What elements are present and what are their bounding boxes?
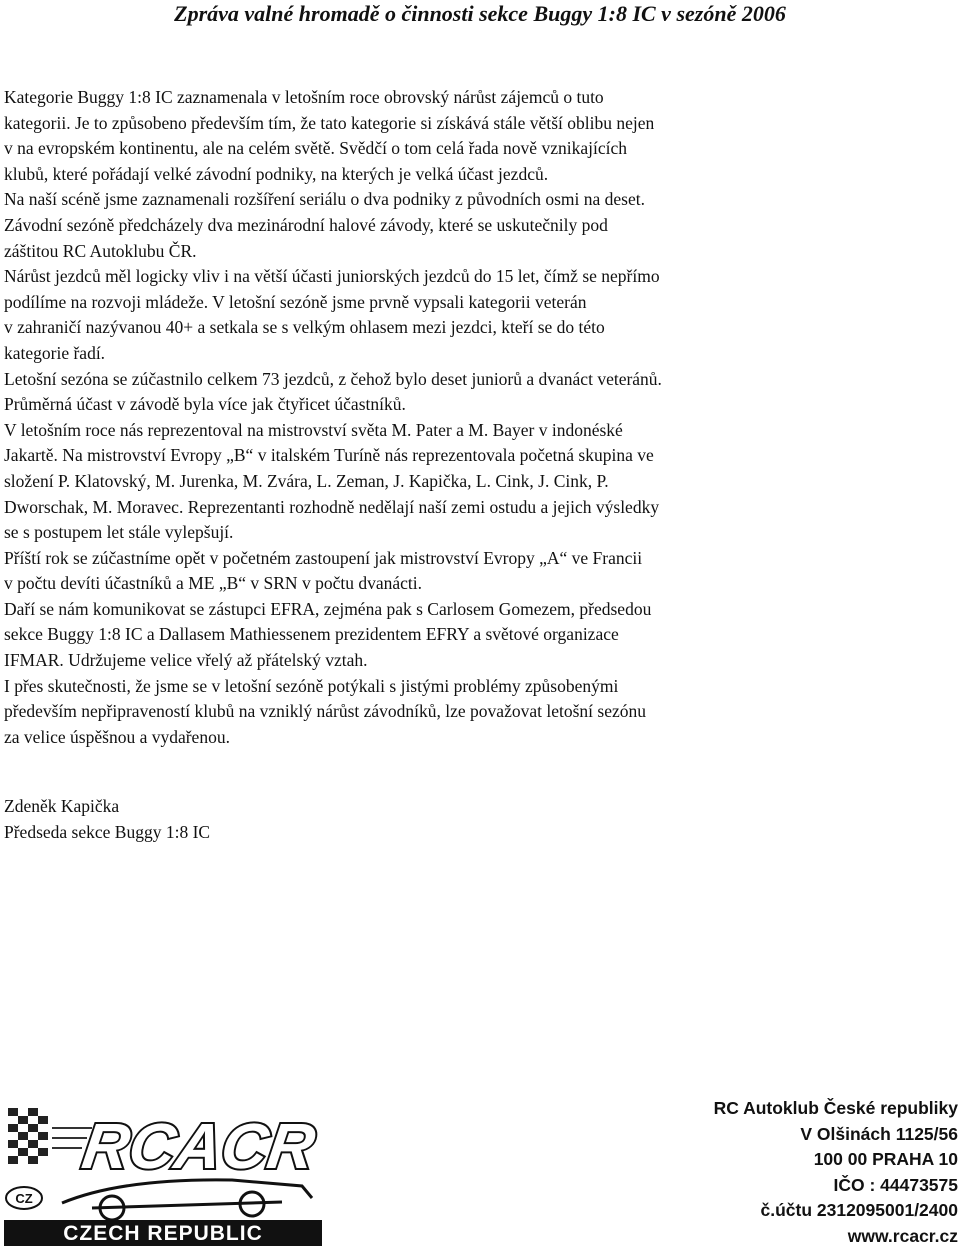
body-line: V letošním roce nás reprezentoval na mistrovství světa M. Pater a M. Bayer v indonéské [4, 419, 623, 440]
org-name: RC Autoklub České republiky [713, 1098, 958, 1118]
body-line: záštitou RC Autoklubu ČR. [4, 240, 197, 261]
body-line: Daří se nám komunikovat se zástupci EFRA, zejména pak s Carlosem Gomezem, předsedou [4, 598, 652, 619]
logo-footer-text: CZECH REPUBLIC [63, 1222, 263, 1245]
logo-badge-text: CZ [15, 1191, 33, 1206]
logo-main-text: RCACR [78, 1110, 320, 1182]
body-line: v zahraničí nazývanou 40+ a setkala se s velkým ohlasem mezi jezdci, kteří se do této [4, 317, 605, 338]
body-line: se s postupem let stále vylepšují. [4, 522, 234, 543]
body-line: sekce Buggy 1:8 IC a Dallasem Mathiessenem prezidentem EFRY a světové organizace [4, 624, 619, 645]
body-line: I přes skutečnosti, že jsme se v letošní sezóně potýkali s jistými problémy způsobenými [4, 675, 619, 696]
body-line: za velice úspěšnou a vydařenou. [4, 726, 230, 747]
ico: IČO : 44473575 [833, 1174, 958, 1195]
buggy-car-icon [62, 1180, 312, 1220]
body-line: kategorii. Je to způsobeno především tím, že tato kategorie si získává stále větší oblibu nejen [4, 112, 655, 133]
bank-account: č.účtu 2312095001/2400 [760, 1200, 958, 1220]
checkered-flag-icon [8, 1108, 48, 1164]
city: 100 00 PRAHA 10 [813, 1149, 958, 1169]
body-line: Jakartě. Na mistrovství Evropy „B“ v italském Turíně nás reprezentovala početná skupina ve [4, 445, 654, 466]
address-block [618, 1096, 958, 1249]
body-line: Příští rok se zúčastníme opět v početném zastoupení jak mistrovství Evropy „A“ ve Francii [4, 547, 643, 568]
body-line: v na evropském kontinentu, ale na celém světě. Svědčí o tom celá řada nově vznikajících [4, 138, 627, 159]
body-line: v počtu devíti účastníků a ME „B“ v SRN v počtu dvanácti. [4, 573, 422, 594]
body-line: Letošní sezóna se zúčastnilo celkem 73 jezdců, z čehož bylo deset juniorů a dvanáct veteránů. [4, 368, 662, 389]
cz-badge-icon [6, 1187, 42, 1209]
body-line: Závodní sezóně předcházely dva mezinárodní halové závody, které se uskutečnily pod [4, 214, 608, 235]
website: www.rcacr.cz [847, 1225, 958, 1246]
document-title: Zpráva valné hromadě o činnosti sekce Buggy 1:8 IC v sezóně 2006 [174, 1, 786, 26]
rcacr-logo [2, 1098, 332, 1250]
body-line: Kategorie Buggy 1:8 IC zaznamenala v letošním roce obrovský nárůst zájemců o tuto [4, 87, 604, 107]
signature-block [4, 794, 504, 845]
body-line: složení P. Klatovský, M. Jurenka, M. Zvára, L. Zeman, J. Kapička, L. Cink, J. Cink, P. [4, 470, 609, 491]
signature-name: Zdeněk Kapička [4, 796, 120, 816]
body-line: podílíme na rozvoji mládeže. V letošní sezóně jsme prvně vypsali kategorii veterán [4, 291, 587, 312]
body-line: Dworschak, M. Moravec. Reprezentanti rozhodně nedělají naší zemi ostudu a jejich výsledky [4, 496, 660, 517]
body-line: Nárůst jezdců měl logicky vliv i na větší účasti juniorských jezdců do 15 let, čímž se nepřímo [4, 266, 660, 287]
body-line: kategorie řadí. [4, 342, 106, 363]
body-line: Průměrná účast v závodě byla více jak čtyřicet účastníků. [4, 394, 406, 415]
street: V Olšinách 1125/56 [800, 1123, 958, 1144]
body-line: Na naší scéně jsme zaznamenali rozšíření seriálu o dva podniky z původních osmi na deset. [4, 189, 645, 210]
report-body [4, 85, 954, 750]
body-line: klubů, které pořádají velké závodní podniky, na kterých je velká účast jezdců. [4, 163, 549, 184]
body-line: IFMAR. Udržujeme velice vřelý až přátelský vztah. [4, 650, 368, 671]
body-line: především nepřipraveností klubů na vzniklý nárůst závodníků, lze považovat letošní sezónu [4, 701, 646, 722]
signature-role: Předseda sekce Buggy 1:8 IC [4, 821, 211, 842]
